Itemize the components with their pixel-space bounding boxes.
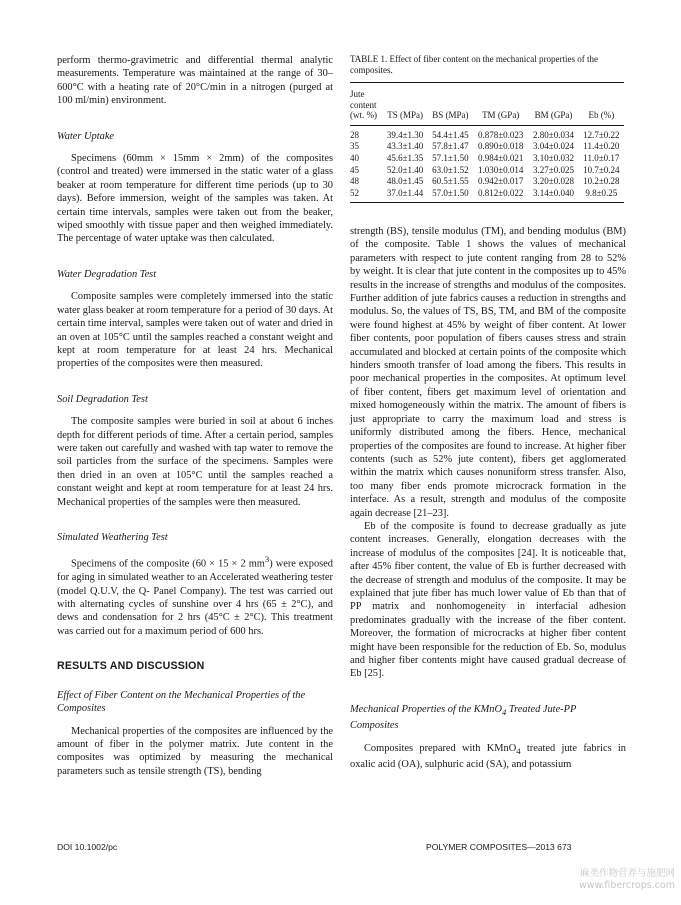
table-row	[350, 176, 624, 188]
table-cell: 0.942±0.017	[477, 176, 524, 187]
ts-header: TS (MPa)	[382, 83, 427, 126]
fiber-effect-paragraph: Mechanical properties of the composites are influenced by the amount of fiber in the polymer matrix. Jute content in the composites was optimized by measuring the mechanical parameters such as tensile strength (TS), bending	[57, 725, 333, 777]
kmno4-paragraph: Composites prepared with KMnO$_4$ treated jute fabrics in oxalic acid (OA), sulphuric acid (SA), and potassium	[350, 742, 626, 771]
table-cell: 39.4±1.30	[386, 129, 424, 140]
table-body	[350, 125, 624, 203]
watermark-line-2: www.fibercrops.com	[578, 880, 675, 891]
table-cell: 57.8±1.47	[432, 141, 469, 152]
table-cell: 3.14±0.040	[528, 188, 578, 203]
table-caption: TABLE 1. Effect of fiber content on the mechanical properties of the composites.	[350, 54, 599, 75]
table-header-row	[350, 83, 624, 126]
table-cell: 54.4±1.45	[432, 129, 469, 140]
table-cell: 57.0±1.50	[428, 188, 473, 203]
table-row	[350, 141, 624, 153]
table-cell: 48	[350, 176, 359, 187]
table-row	[350, 188, 624, 203]
table-cell: 0.890±0.018	[477, 141, 524, 152]
table-cell: 0.812±0.022	[473, 188, 528, 203]
table-1	[350, 54, 624, 203]
table-cell: 45	[350, 164, 359, 175]
table-cell: 3.04±0.024	[533, 141, 574, 152]
results-paragraph-1: strength (BS), tensile modulus (TM), and bending modulus (BM) of the composite. Table 1 shows the values of mechanical parameters with respect to jute content ranging from 28 to 52% by weight. It is clear that jute content in the composites up to 45% results in the increase of strengths and modulus of the composites. Further addition of jute fabrics causes a reduction in strengths and modulus. So, the values of TS, BS, TM, and BM of the composite were found highest at 45% by weight of fiber content. At lower fiber contents, poor population of fibers causes stress and strain accumulated and blocked at certain points of the composite which hinders smooth transfer of load among the fibers. This results in poor mechanical properties in the composites. At optimum level of fiber content, fibers get maximum level of orientation and mixed homogeneously within the matrix. The amount of fibers is just appropriate to carry the maximum load and stress is uniformly distributed among the fibers. Hence, mechanical properties of the composites are found to increase. At higher fiber contents (such as 52% jute content), fibers get agglomerated within the matrix which causes nonuniform stress transfer. Also, too many fiber ends promote microcrack formation in the interface. As a result, strength and modulus of the composite again decrease [21–23].	[350, 226, 626, 519]
soil-degradation-paragraph: The composite samples were buried in soil at about 6 inches depth for different periods of time. After a certain period, samples were taken out carefully and washed with tap water to remove the soil particles from the surface of the specimens. Samples were then dried in an oven at 105°C until the samples reached a constant weight and kept at room temperature for at least 24 hrs. Mechanical properties of the samples were then measured.	[57, 416, 333, 508]
bs-header: BS (MPa)	[428, 83, 473, 126]
fiber-effect-heading: Effect of Fiber Content on the Mechanical Properties of the Composites	[57, 689, 306, 715]
table-cell: 0.878±0.023	[477, 129, 524, 140]
footer-doi: DOI 10.1002/pc	[57, 842, 118, 852]
table-cell: 63.0±1.52	[432, 164, 469, 175]
eb-header: Eb (%)	[579, 83, 624, 126]
left-column	[57, 54, 333, 778]
bm-header: BM (GPa)	[528, 83, 578, 126]
watermark	[551, 868, 675, 892]
kmno4-heading: Mechanical Properties of the KMnO$_4$ Treated Jute-PP Composites	[350, 703, 577, 732]
table-cell: 1.030±0.014	[477, 164, 524, 175]
table-cell: 3.10±0.032	[533, 152, 574, 163]
weathering-text-end: ) were exposed for aging in simulated weather to an Accelerated weathering tester (model Q.U.V, the Q- Panel Company). The test was carried out with alternating cycles of sunshine over 4 hrs (65 ± 2°C), and dews and condensation for 2 hrs (45°C ± 2°C). This treatment was carried out for a maximum period of 600 hrs.	[57, 558, 333, 637]
cubic-superscript: 3	[264, 554, 270, 565]
table-cell: 28	[350, 129, 359, 140]
mechanical-properties-table	[350, 82, 624, 203]
table-cell: 9.8±0.25	[579, 188, 624, 203]
table-cell: 2.80±0.034	[533, 129, 574, 140]
table-cell: 12.7±0.22	[583, 129, 620, 140]
table-cell: 48.0±1.45	[386, 176, 424, 187]
weathering-text-start: Specimens of the composite (60 × 15 × 2 mm	[71, 558, 265, 570]
jute-content-header: Jute content (wt. %)	[350, 83, 382, 126]
water-degradation-paragraph: Composite samples were completely immersed into the static water glass beaker at room temperature for a period of 30 days. At certain time interval, samples were taken out of water and dried in an oven at 105°C until the samples reached a constant weight and kept at room temperature for at least 24 hrs. Mechanical properties of the composites were then measured.	[57, 291, 333, 370]
table-cell: 10.7±0.24	[583, 164, 620, 175]
table-cell: 10.2±0.28	[583, 176, 620, 187]
table-cell: 60.5±1.55	[432, 176, 469, 187]
table-cell: 37.0±1.44	[382, 188, 427, 203]
right-column	[350, 225, 626, 772]
water-degradation-heading: Water Degradation Test	[57, 268, 157, 280]
results-section-heading: RESULTS AND DISCUSSION	[57, 660, 205, 673]
table-cell: 35	[350, 141, 359, 152]
tm-header: TM (GPa)	[473, 83, 528, 126]
table-row	[350, 165, 624, 177]
simulated-weathering-heading: Simulated Weathering Test	[57, 531, 168, 543]
table-cell: 40	[350, 152, 359, 163]
water-uptake-paragraph: Specimens (60mm × 15mm × 2mm) of the composites (control and treated) were immersed in the static water of a glass beaker at room temperature for different time periods (up to 30 days). Before immersion, weight of the samples was taken. At certain time intervals, samples were taken out from the beaker, wiped smoothly with tissue paper and then weighed immediately. The percentage of water uptake was then calculated.	[57, 153, 333, 245]
table-cell: 0.984±0.021	[477, 152, 524, 163]
watermark-line-1: 麻类作物营养与施肥网	[579, 868, 675, 879]
results-paragraph-2: Eb of the composite is found to decrease gradually as jute content increases. Generally, elongation decreases with the increase of modulus of the composites [24]. It is noticeable that, after 45% fiber content, the value of Eb is further decreased with the decrease of strength and modulus of the composite. It may be explained that jute fiber has much lower value of Eb than that of PP matrix and nonhomogeneity in interfacial adhesion predominates gradually with the increase of the fiber content. Moreover, the formation of microcracks at higher fiber content might have been responsible for the reduction of Eb. So, modulus and higher fiber contents might have caused gradual decrease of Eb [25].	[350, 520, 626, 680]
table-cell: 11.0±0.17	[583, 152, 620, 163]
simulated-weathering-paragraph	[57, 553, 333, 638]
footer-journal-page: POLYMER COMPOSITES—2013 673	[426, 842, 572, 852]
table-cell: 57.1±1.50	[432, 152, 469, 163]
table-cell: 11.4±0.20	[583, 141, 620, 152]
table-cell: 52	[350, 188, 382, 203]
water-uptake-heading: Water Uptake	[57, 130, 115, 142]
table-cell: 3.27±0.025	[533, 164, 574, 175]
table-cell: 52.0±1.40	[386, 164, 424, 175]
soil-degradation-heading: Soil Degradation Test	[57, 393, 148, 405]
table-row	[350, 153, 624, 165]
table-cell: 3.20±0.028	[533, 176, 574, 187]
table-cell: 43.3±1.40	[386, 141, 424, 152]
table-cell: 45.6±1.35	[386, 152, 424, 163]
intro-paragraph: perform thermo-gravimetric and differential thermal analytic measurements. Temperature was maintained at the range of 30–600°C with a heating rate of 20°C/min in a nitrogen (purged at 100 ml/min) environment.	[57, 55, 333, 107]
table-row	[350, 125, 624, 141]
